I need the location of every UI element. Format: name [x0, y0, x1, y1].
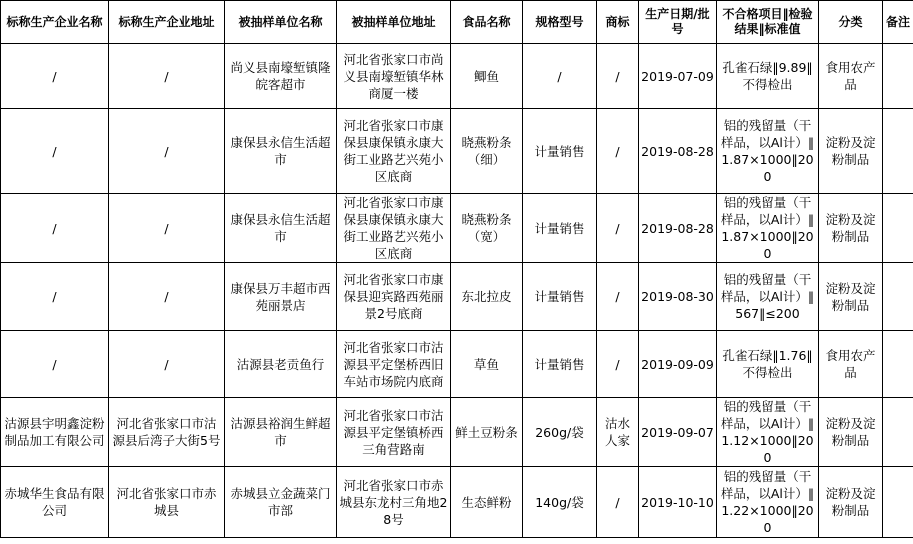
cell-spec: 计量销售 — [523, 194, 597, 263]
cell-failed-item: 孔雀石绿‖9.89‖不得检出 — [717, 44, 819, 109]
header-sampled-unit-address: 被抽样单位地址 — [337, 1, 451, 44]
table-row — [1, 263, 913, 331]
table-row — [1, 331, 913, 398]
cell-trademark: / — [597, 194, 639, 263]
cell-remarks — [883, 331, 913, 398]
cell-food-name: 东北拉皮 — [451, 263, 523, 331]
cell-sampled-unit-name: 沽源县老贡鱼行 — [225, 331, 337, 398]
cell-sampled-unit-name: 康保县永信生活超市 — [225, 194, 337, 263]
header-production-date: 生产日期/批号 — [639, 1, 717, 44]
cell-trademark: / — [597, 331, 639, 398]
cell-spec: 计量销售 — [523, 331, 597, 398]
cell-sampled-unit-address: 河北省张家口市尚义县南壕堑镇华林商厦一楼 — [337, 44, 451, 109]
cell-remarks — [883, 398, 913, 467]
cell-category: 淀粉及淀粉制品 — [819, 467, 883, 538]
cell-sampled-unit-name: 赤城县立金蔬菜门市部 — [225, 467, 337, 538]
cell-failed-item: 铝的残留量（干样品，以Al计）‖567‖≤200 — [717, 263, 819, 331]
cell-food-name: 晓燕粉条（宽） — [451, 194, 523, 263]
cell-sampled-unit-address: 河北省张家口市沽源县平定堡桥西旧车站市场院内底商 — [337, 331, 451, 398]
cell-producer-name: / — [1, 331, 109, 398]
cell-sampled-unit-address: 河北省张家口市赤城县东龙村三角地28号 — [337, 467, 451, 538]
header-spec: 规格型号 — [523, 1, 597, 44]
cell-trademark: / — [597, 467, 639, 538]
cell-trademark: / — [597, 44, 639, 109]
header-producer-name: 标称生产企业名称 — [1, 1, 109, 44]
cell-producer-address: 河北省张家口市赤城县 — [109, 467, 225, 538]
cell-failed-item: 铝的残留量（干样品，以Al计）‖1.87×1000‖200 — [717, 109, 819, 194]
header-sampled-unit-name: 被抽样单位名称 — [225, 1, 337, 44]
cell-trademark: / — [597, 109, 639, 194]
cell-food-name: 鲫鱼 — [451, 44, 523, 109]
header-row — [1, 1, 913, 44]
cell-food-name: 生态鲜粉 — [451, 467, 523, 538]
cell-spec: 计量销售 — [523, 109, 597, 194]
table-row — [1, 467, 913, 538]
cell-failed-item: 铝的残留量（干样品，以Al计）‖1.87×1000‖200 — [717, 194, 819, 263]
cell-spec: 260g/袋 — [523, 398, 597, 467]
header-producer-address: 标称生产企业地址 — [109, 1, 225, 44]
cell-producer-name: / — [1, 263, 109, 331]
cell-producer-name: 赤城华生食品有限公司 — [1, 467, 109, 538]
cell-producer-address: / — [109, 331, 225, 398]
cell-category: 食用农产品 — [819, 44, 883, 109]
header-food-name: 食品名称 — [451, 1, 523, 44]
cell-sampled-unit-name: 康保县永信生活超市 — [225, 109, 337, 194]
table-row — [1, 398, 913, 467]
cell-trademark: / — [597, 263, 639, 331]
cell-sampled-unit-address: 河北省张家口市康保县康保镇永康大街工业路艺兴苑小区底商 — [337, 194, 451, 263]
header-remarks: 备注 — [883, 1, 913, 44]
table-row — [1, 194, 913, 263]
cell-failed-item: 铝的残留量（干样品，以Al计）‖1.22×1000‖200 — [717, 467, 819, 538]
cell-remarks — [883, 109, 913, 194]
cell-producer-address: / — [109, 44, 225, 109]
cell-producer-address: / — [109, 194, 225, 263]
cell-production-date: 2019-10-10 — [639, 467, 717, 538]
cell-sampled-unit-name: 尚义县南壕堑镇隆皖客超市 — [225, 44, 337, 109]
cell-sampled-unit-address: 河北省张家口市康保县康保镇永康大街工业路艺兴苑小区底商 — [337, 109, 451, 194]
cell-remarks — [883, 44, 913, 109]
cell-category: 淀粉及淀粉制品 — [819, 194, 883, 263]
header-failed-item: 不合格项目‖检验结果‖标准值 — [717, 1, 819, 44]
cell-producer-name: / — [1, 109, 109, 194]
cell-sampled-unit-name: 沽源县裕润生鲜超市 — [225, 398, 337, 467]
cell-production-date: 2019-09-07 — [639, 398, 717, 467]
cell-food-name: 晓燕粉条（细） — [451, 109, 523, 194]
cell-producer-address: / — [109, 109, 225, 194]
cell-category: 淀粉及淀粉制品 — [819, 263, 883, 331]
cell-remarks — [883, 467, 913, 538]
cell-producer-name: / — [1, 44, 109, 109]
cell-spec: 140g/袋 — [523, 467, 597, 538]
cell-trademark: 沽水人家 — [597, 398, 639, 467]
cell-category: 食用农产品 — [819, 331, 883, 398]
table-row — [1, 109, 913, 194]
cell-remarks — [883, 263, 913, 331]
cell-producer-name: / — [1, 194, 109, 263]
cell-production-date: 2019-08-28 — [639, 194, 717, 263]
cell-sampled-unit-address: 河北省张家口市康保县迎宾路西苑丽景2号底商 — [337, 263, 451, 331]
table-row — [1, 44, 913, 109]
cell-category: 淀粉及淀粉制品 — [819, 109, 883, 194]
cell-production-date: 2019-08-30 — [639, 263, 717, 331]
cell-failed-item: 孔雀石绿‖1.76‖不得检出 — [717, 331, 819, 398]
cell-sampled-unit-name: 康保县万丰超市西苑丽景店 — [225, 263, 337, 331]
cell-production-date: 2019-09-09 — [639, 331, 717, 398]
cell-category: 淀粉及淀粉制品 — [819, 398, 883, 467]
cell-spec: 计量销售 — [523, 263, 597, 331]
cell-producer-name: 沽源县宇明鑫淀粉制品加工有限公司 — [1, 398, 109, 467]
cell-producer-address: 河北省张家口市沽源县后湾子大街5号 — [109, 398, 225, 467]
cell-failed-item: 铝的残留量（干样品，以Al计）‖1.12×1000‖200 — [717, 398, 819, 467]
cell-sampled-unit-address: 河北省张家口市沽源县平定堡镇桥西三角营路南 — [337, 398, 451, 467]
cell-food-name: 鲜土豆粉条 — [451, 398, 523, 467]
cell-food-name: 草鱼 — [451, 331, 523, 398]
header-trademark: 商标 — [597, 1, 639, 44]
cell-remarks — [883, 194, 913, 263]
cell-production-date: 2019-07-09 — [639, 44, 717, 109]
cell-production-date: 2019-08-28 — [639, 109, 717, 194]
header-category: 分类 — [819, 1, 883, 44]
cell-producer-address: / — [109, 263, 225, 331]
cell-spec: / — [523, 44, 597, 109]
